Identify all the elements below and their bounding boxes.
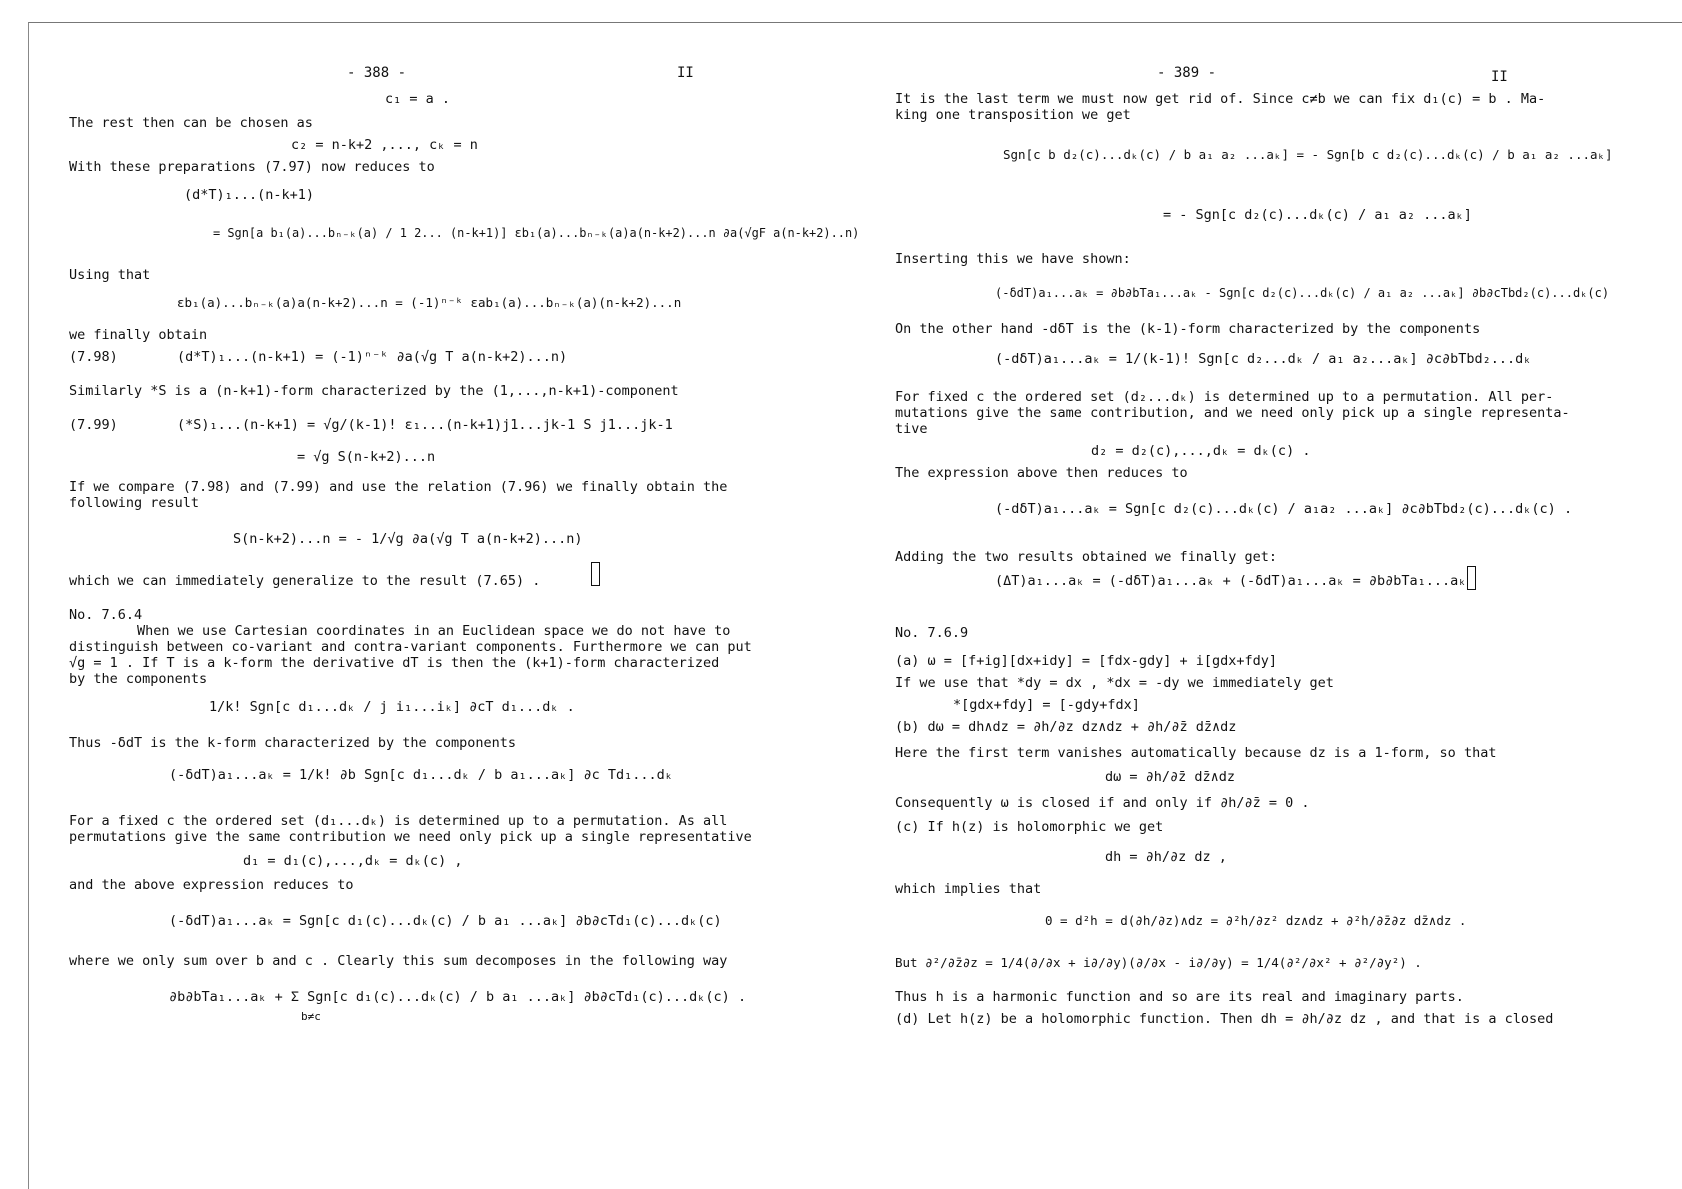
- text-line: Using that: [69, 267, 151, 283]
- equation-number: (7.98): [69, 349, 118, 365]
- text-line: For fixed c the ordered set (d₂...dₖ) is determined up to a permutation. All per-: [895, 389, 1554, 405]
- equation: d₁ = d₁(c),...,dₖ = dₖ(c) ,: [243, 853, 463, 869]
- equation: c₁ = a .: [385, 91, 451, 107]
- equation: (-δdT)a₁...aₖ = ∂b∂bTa₁...aₖ - Sgn[c d₂(c)...dₖ(c) / a₁ a₂ ...aₖ] ∂b∂cTbd₂(c)...dₖ(c): [995, 286, 1610, 300]
- section-heading: No. 7.6.4: [69, 607, 143, 623]
- equation: dh = ∂h/∂z dz ,: [1105, 849, 1227, 865]
- equation: (-δdT)a₁...aₖ = 1/k! ∂b Sgn[c d₁...dₖ / b a₁...aₖ] ∂c Td₁...dₖ: [169, 767, 673, 783]
- chapter-marker: II: [677, 65, 694, 81]
- page-number: - 389 -: [1157, 65, 1217, 81]
- text-line: and the above expression reduces to: [69, 877, 354, 893]
- equation: 0 = d²h = d(∂h/∂z)∧dz = ∂²h/∂z² dz∧dz + ∂²h/∂z̄∂z dz̄∧dz .: [1045, 913, 1467, 928]
- text-line: permutations give the same contribution we need only pick up a single representative: [69, 829, 752, 845]
- text-line: Thus -δdT is the k-form characterized by the components: [69, 735, 517, 751]
- right-page: [895, 23, 1682, 1183]
- equation: (*S)₁...(n-k+1) = √g/(k-1)! ε₁...(n-k+1)j1...jk-1 S j1...jk-1: [177, 417, 673, 433]
- text-line: The expression above then reduces to: [895, 465, 1188, 481]
- text-line: On the other hand -dδT is the (k-1)-form characterized by the components: [895, 321, 1481, 337]
- equation: dω = ∂h/∂z̄ dz̄∧dz: [1105, 769, 1236, 785]
- text-line: (c) If h(z) is holomorphic we get: [895, 819, 1164, 835]
- text-line: It is the last term we must now get rid of. Since c≠b we can fix d₁(c) = b . Ma-: [895, 91, 1546, 107]
- equation: (b) dω = dh∧dz = ∂h/∂z dz∧dz + ∂h/∂z̄ dz̄∧dz: [895, 719, 1237, 735]
- text-line: Adding the two results obtained we finally get:: [895, 549, 1278, 565]
- equation: = - Sgn[c d₂(c)...dₖ(c) / a₁ a₂ ...aₖ]: [1163, 207, 1472, 223]
- text-line: distinguish between co-variant and contra-variant components. Furthermore we can put: [69, 639, 752, 655]
- equation: d₂ = d₂(c),...,dₖ = dₖ(c) .: [1091, 443, 1311, 459]
- text-line: Consequently ω is closed if and only if ∂h/∂z̄ = 0 .: [895, 795, 1310, 811]
- equation: (d*T)₁...(n-k+1) = (-1)ⁿ⁻ᵏ ∂a(√g T a(n-k+2)...n): [177, 349, 568, 365]
- text-line: we finally obtain: [69, 327, 208, 343]
- equation: But ∂²/∂z̄∂z = 1/4(∂/∂x + i∂/∂y)(∂/∂x - i∂/∂y) = 1/4(∂²/∂x² + ∂²/∂y²) .: [895, 955, 1422, 970]
- equation: (-dδT)a₁...aₖ = Sgn[c d₂(c)...dₖ(c) / a₁a₂ ...aₖ] ∂c∂bTbd₂(c)...dₖ(c) .: [995, 501, 1573, 517]
- text-line: If we compare (7.98) and (7.99) and use the relation (7.96) we finally obtain the: [69, 479, 728, 495]
- page-number: - 388 -: [347, 65, 407, 81]
- equation: (-dδT)a₁...aₖ = 1/(k-1)! Sgn[c d₂...dₖ / a₁ a₂...aₖ] ∂c∂bTbd₂...dₖ: [995, 351, 1532, 367]
- equation: = Sgn[a b₁(a)...bₙ₋ₖ(a) / 1 2... (n-k+1)] εb₁(a)...bₙ₋ₖ(a)a(n-k+2)...n ∂a(√gF a(n-k+2)..n): [213, 226, 860, 240]
- text-line: following result: [69, 495, 200, 511]
- equation: Sgn[c b d₂(c)...dₖ(c) / b a₁ a₂ ...aₖ] = - Sgn[b c d₂(c)...dₖ(c) / b a₁ a₂ ...aₖ]: [1003, 147, 1613, 162]
- text-line: Here the first term vanishes automatically because dz is a 1-form, so that: [895, 745, 1497, 761]
- equation: *[gdx+fdy] = [-gdy+fdx]: [953, 697, 1140, 713]
- text-line: king one transposition we get: [895, 107, 1131, 123]
- text-line: Inserting this we have shown:: [895, 251, 1131, 267]
- text-line: √g = 1 . If T is a k-form the derivative dT is then the (k+1)-form characterized: [69, 655, 720, 671]
- text-line: (d) Let h(z) be a holomorphic function. Then dh = ∂h/∂z dz , and that is a closed: [895, 1011, 1554, 1027]
- text-line: If we use that *dy = dx , *dx = -dy we immediately get: [895, 675, 1334, 691]
- equation: (-δdT)a₁...aₖ = Sgn[c d₁(c)...dₖ(c) / b a₁ ...aₖ] ∂b∂cTd₁(c)...dₖ(c): [169, 913, 722, 929]
- end-of-proof-box: [591, 562, 600, 586]
- equation: (d*T)₁...(n-k+1): [184, 187, 315, 203]
- equation: ∂b∂bTa₁...aₖ + Σ Sgn[c d₁(c)...dₖ(c) / b a₁ ...aₖ] ∂b∂cTd₁(c)...dₖ(c) .: [169, 989, 747, 1005]
- text-line: which implies that: [895, 881, 1042, 897]
- equation: εb₁(a)...bₙ₋ₖ(a)a(n-k+2)...n = (-1)ⁿ⁻ᵏ εab₁(a)...bₙ₋ₖ(a)(n-k+2)...n: [177, 295, 682, 310]
- text-line: Similarly *S is a (n-k+1)-form characterized by the (1,...,n-k+1)-component: [69, 383, 679, 399]
- text-line: The rest then can be chosen as: [69, 115, 313, 131]
- text-line: When we use Cartesian coordinates in an Euclidean space we do not have to: [137, 623, 731, 639]
- equation: = √g S(n-k+2)...n: [297, 449, 436, 465]
- text-line: by the components: [69, 671, 208, 687]
- chapter-marker: II: [1491, 69, 1508, 85]
- text-line: With these preparations (7.97) now reduces to: [69, 159, 435, 175]
- left-page: [69, 23, 859, 1183]
- text-line: For a fixed c the ordered set (d₁...dₖ) is determined up to a permutation. As all: [69, 813, 728, 829]
- text-line: mutations give the same contribution, and we need only pick up a single representa-: [895, 405, 1570, 421]
- equation: S(n-k+2)...n = - 1/√g ∂a(√g T a(n-k+2)...n): [233, 531, 583, 547]
- section-heading: No. 7.6.9: [895, 625, 969, 641]
- equation: 1/k! Sgn[c d₁...dₖ / j i₁...iₖ] ∂cT d₁...dₖ .: [209, 699, 575, 715]
- text-line: which we can immediately generalize to the result (7.65) .: [69, 573, 541, 589]
- equation-number: (7.99): [69, 417, 118, 433]
- text-line: (a) ω = [f+ig][dx+idy] = [fdx-gdy] + i[gdx+fdy]: [895, 653, 1278, 669]
- equation: c₂ = n-k+2 ,..., cₖ = n: [291, 137, 478, 153]
- scanned-book-spread: [28, 22, 1682, 1189]
- end-of-proof-box: [1467, 566, 1476, 590]
- equation: (ΔT)a₁...aₖ = (-dδT)a₁...aₖ + (-δdT)a₁...aₖ = ∂b∂bTa₁...aₖ: [995, 573, 1467, 589]
- text-line: tive: [895, 421, 928, 437]
- text-line: where we only sum over b and c . Clearly this sum decomposes in the following way: [69, 953, 728, 969]
- sum-subscript: b≠c: [301, 1010, 321, 1023]
- text-line: Thus h is a harmonic function and so are its real and imaginary parts.: [895, 989, 1464, 1005]
